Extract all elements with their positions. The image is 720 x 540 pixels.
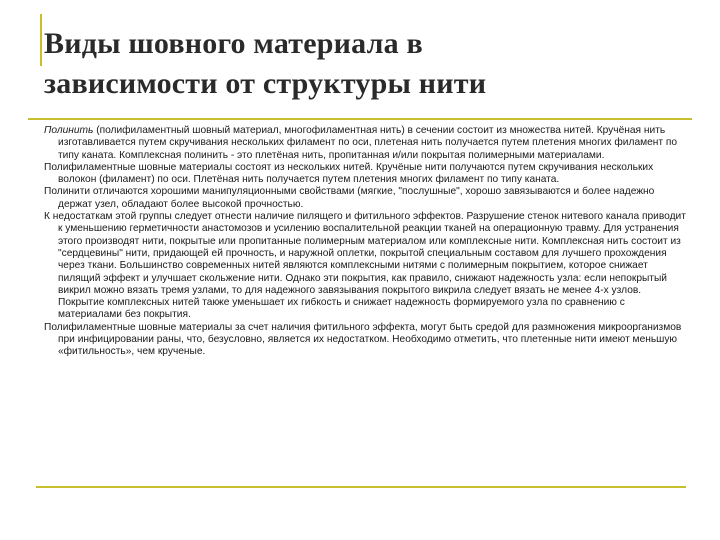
slide-body [44, 125, 690, 359]
paragraph-4: К недостаткам этой группы следует отнести наличие пилящего и фитильного эффектов. Разрушение стенок нитевого канала приводит к уменьшению герметичности анастомозов и усилению воспалительной реакции тканей на операционную травму. Для устранения этого производят нити, покрытые или пропитанные полимерным материалом или комплексные нити. Комплексная нить состоит из "сердцевины" нити, придающей ей прочность, и наружной оплетки, покрытой специальным составом для лучшего прохождения через ткани. Большинство современных нитей являются комплексными нитями с полимерным покрытием, которое снижает пилящий эффект и улучшает скольжение нити. Однако эти покрытия, как правило, снижают надежность узла: если непокрытый викрил можно вязать тремя узлами, то для надежного завязывания покрытого викрила следует вязать не менее 4-х узлов. Покрытие комплексных нитей также уменьшает их гибкость и снижает надежность формируемого узла по сравнению с материалами без покрытия. [44, 211, 686, 321]
title-accent-vertical-line [40, 14, 42, 66]
paragraph-5: Полифиламентные шовные материалы за счет наличия фитильного эффекта, могут быть средой для размножения микроорганизмов при инфицировании раны, что, безусловно, является их недостатком. Необходимо отметить, что плетенные нити имеют меньшую «фитильность», чем крученые. [44, 321, 682, 358]
term-polinit: Полинить [44, 125, 94, 136]
title-divider-line [28, 118, 692, 120]
slide-title [44, 24, 684, 104]
title-line-1: Виды шовного материала в [44, 27, 423, 60]
paragraph-3: Полинити отличаются хорошими манипуляционными свойствами (мягкие, "послушные", хорошо завязываются и более надежно держат узел, обладают более высокой прочностью. [44, 186, 655, 210]
title-line-2: зависимости от структуры нити [44, 67, 487, 100]
paragraph-2: Полифиламентные шовные материалы состоят из нескольких нитей. Кручёные нити получаются путем скручивания нескольких волокон (филамент) по оси. Плетёная нить получается путем плетения многих филамент по типу каната. [44, 161, 654, 186]
paragraph-1 [44, 125, 690, 162]
paragraph-1-text: (полифиламентный шовный материал, многофиламентная нить) в сечении состоит из множества нитей. Кручёная нить изготавливается путем скручивания нескольких филамент по оси, плетеная нить получается путем плетения многих филамент по типу каната. Комплексная полинить - это плетёная нить, пропитанная и/или покрытая полимерными материалами. [58, 125, 678, 161]
footer-divider-line [36, 486, 686, 488]
